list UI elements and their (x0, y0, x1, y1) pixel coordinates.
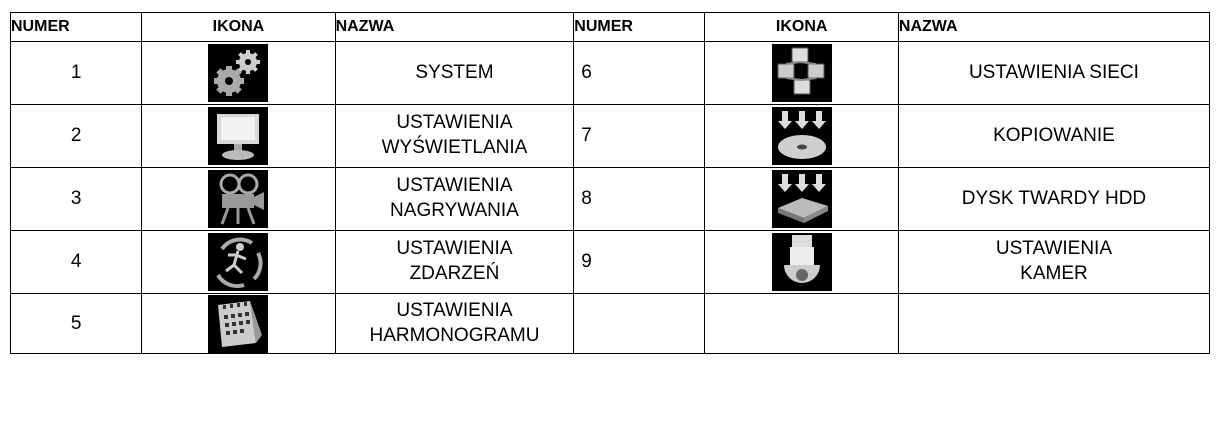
item-name: USTAWIENIA (396, 299, 513, 321)
empty-cell (574, 294, 705, 354)
motion-alarm-icon (208, 233, 268, 291)
calendar-icon (208, 295, 268, 353)
table-row (11, 294, 1210, 354)
item-number: 8 (574, 168, 705, 231)
table-header-row (11, 13, 1210, 42)
header-name: NAZWA (335, 13, 574, 42)
header-number: NUMER (11, 13, 142, 42)
header-icon: IKONA (142, 13, 335, 42)
table-row (11, 42, 1210, 105)
item-number: 6 (574, 42, 705, 105)
item-number: 7 (574, 105, 705, 168)
item-name: USTAWIENIA (396, 238, 513, 260)
gears-icon (208, 44, 268, 102)
item-name: USTAWIENIA SIECI (968, 61, 1139, 83)
table-row (11, 231, 1210, 294)
header-name-2: NAZWA (898, 13, 1209, 42)
film-camera-icon (208, 170, 268, 228)
monitor-icon (208, 107, 268, 165)
item-name: USTAWIENIA (396, 112, 513, 134)
item-name: NAGRYWANIA (390, 200, 519, 221)
item-name: HARMONOGRAMU (369, 324, 540, 346)
item-number: 1 (11, 42, 142, 105)
item-name: KAMER (1020, 263, 1088, 284)
table-row (11, 105, 1210, 168)
header-number-2: NUMER (574, 13, 705, 42)
item-number: 5 (11, 294, 142, 354)
item-name: ZDARZEŃ (409, 263, 500, 284)
item-number: 2 (11, 105, 142, 168)
dome-camera-icon (772, 233, 832, 291)
item-number: 9 (574, 231, 705, 294)
item-number: 3 (11, 168, 142, 231)
item-name: WYŚWIETLANIA (381, 137, 528, 158)
item-name: SYSTEM (415, 61, 494, 83)
menu-icons-table (10, 12, 1210, 354)
empty-cell (898, 294, 1209, 354)
item-name: USTAWIENIA (396, 175, 513, 197)
empty-cell (705, 294, 898, 354)
item-name: DYSK TWARDY HDD (961, 187, 1147, 209)
item-name: KOPIOWANIE (993, 124, 1115, 146)
item-number: 4 (11, 231, 142, 294)
hard-disk-icon (772, 170, 832, 228)
header-icon-2: IKONA (705, 13, 898, 42)
network-cubes-icon (772, 44, 832, 102)
disc-backup-icon (772, 107, 832, 165)
item-name: USTAWIENIA (995, 238, 1113, 260)
table-row (11, 168, 1210, 231)
